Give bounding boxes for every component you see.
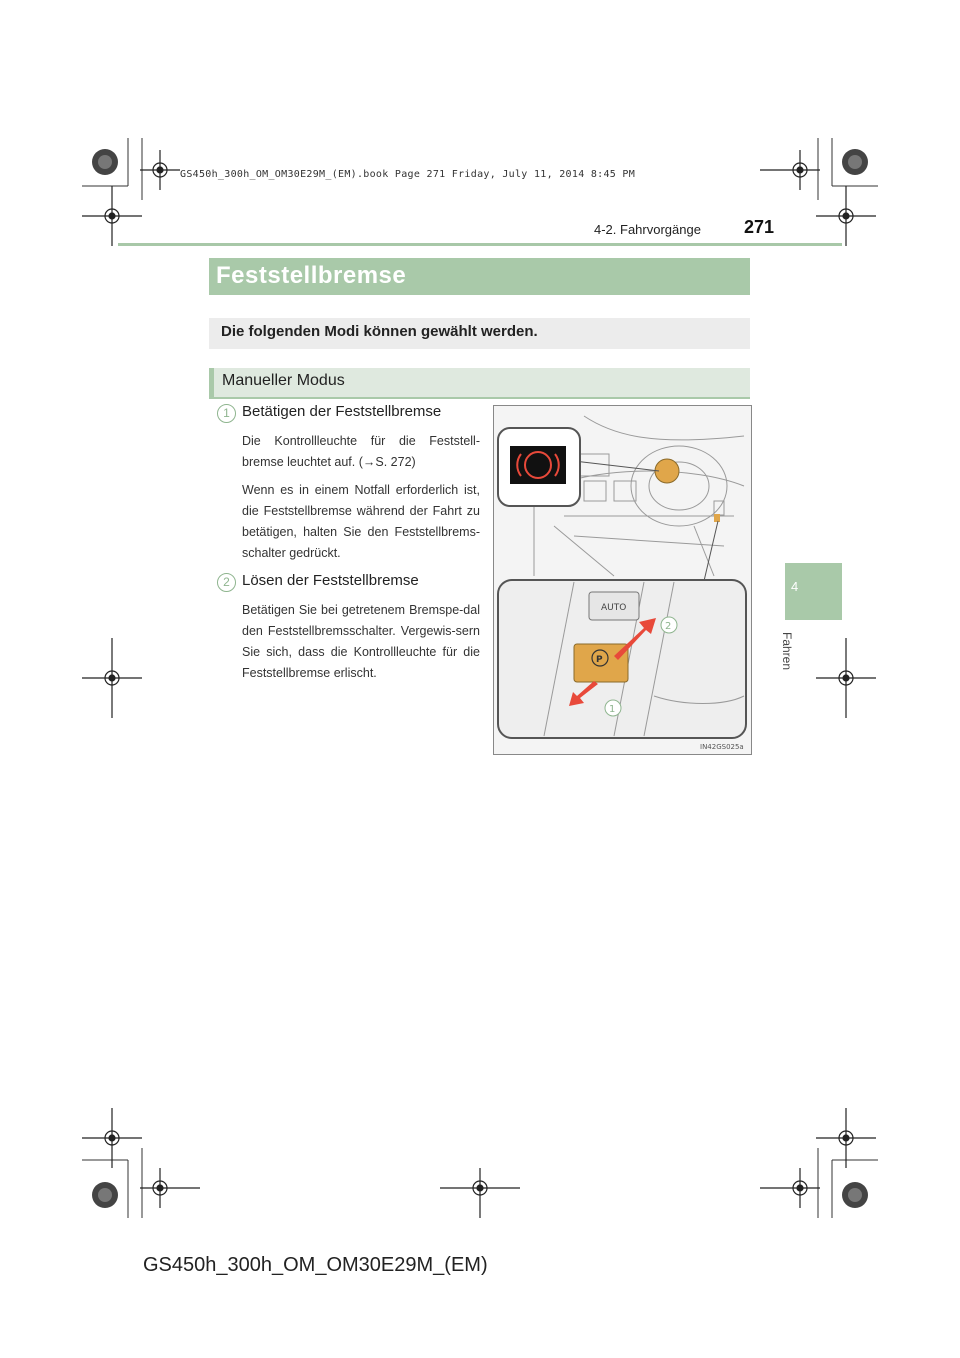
mode-heading: Manueller Modus (222, 372, 345, 389)
mode-heading-bar (209, 368, 750, 399)
title-bar (209, 258, 750, 295)
chapter-tab (785, 563, 842, 620)
figure-illustration (494, 406, 751, 754)
footer-code: GS450h_300h_OM_OM30E29M_(EM) (143, 1254, 488, 1276)
intro-bar (209, 318, 750, 349)
page-title: Feststellbremse (216, 262, 407, 289)
intro-text: Die folgenden Modi können gewählt werden. (221, 323, 538, 340)
figure-code: IN42GS025a (700, 743, 744, 751)
chapter-number: 4 (791, 579, 799, 594)
step-1-number: 1 (217, 404, 236, 423)
step-2-number: 2 (217, 573, 236, 592)
print-header: GS450h_300h_OM_OM30E29M_(EM).book Page 271 Friday, July 11, 2014 8:45 PM (180, 169, 636, 180)
step-1-paragraph-1: Die Kontrollleuchte für die Feststell-bremse leuchtet auf. (→S. 272) (242, 434, 480, 469)
callout-2: 2 (665, 621, 672, 632)
header-rule (118, 243, 842, 246)
page-number: 271 (744, 217, 775, 237)
step-2-title: Lösen der Feststellbremse (242, 572, 419, 589)
switch-symbol: P (596, 655, 603, 665)
auto-button-label: AUTO (601, 603, 627, 613)
step-1-paragraph-2: Wenn es in einem Notfall erforderlich ist, die Feststellbremse während der Fahrt zu betätigen, halten Sie den Feststellbrems-schalter gedrückt. (242, 483, 480, 560)
step-1-title: Betätigen der Feststellbremse (242, 403, 442, 420)
chapter-label: Fahren (780, 632, 794, 671)
parking-brake-figure (493, 405, 752, 755)
step-2-paragraph-1: Betätigen Sie bei getretenem Bremspe-dal den Feststellbremsschalter. Vergewis-sern Sie sich, dass die Kontrollleuchte für die Feststellbremse erlischt. (242, 603, 480, 680)
heading-accent (209, 368, 214, 397)
callout-1: 1 (609, 704, 616, 715)
section-label: 4-2. Fahrvorgänge (594, 222, 701, 237)
